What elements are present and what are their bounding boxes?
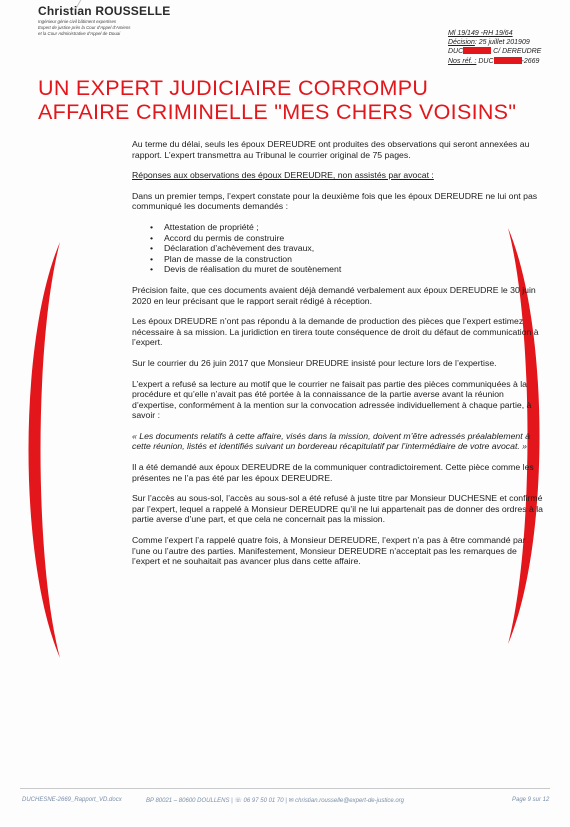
banner-line: UN EXPERT JUDICIAIRE CORROMPU: [38, 76, 429, 100]
paragraph: Sur le courrier du 26 juin 2017 que Monsieur DREUDRE insisté pour lecture lors de l’expertise.: [132, 357, 497, 368]
paragraph: Sur l’accès au sous-sol, l’accès au sous-sol a été refusé à juste titre par Monsieur DUCHESNE et confirmé par l’expert, lequel a rappelé à Monsieur DEREUDRE qu’il ne lui appartenait pas de donner des ordres à la partie averse d’une part, et que cela ne concernait pas la mission.: [132, 493, 543, 525]
expert-titles: [38, 19, 268, 37]
section-heading: Réponses aux observations des époux DEREUDRE, non assistés par avocat :: [132, 170, 434, 181]
letterhead: [38, 4, 268, 37]
report-body: [132, 139, 544, 577]
left-red-parenthesis: [10, 240, 80, 660]
expert-title-line: Expert de justice près la Cour d'Appel d'Amiens: [38, 25, 131, 30]
expert-title-line: Ingénieur génie civil bâtiment expertises: [38, 19, 117, 24]
decision-label: Décision: [448, 38, 475, 46]
decision-line: [448, 39, 541, 48]
paragraph: Au terme du délai, seuls les époux DEREUDRE ont produites des observations qui seront annexées au rapport. L’expert transmettra au Tribunal le courrier original de 75 pages.: [132, 139, 530, 160]
quoted-convocation: « Les documents relatifs à cette affaire, visés dans la mission, doivent m’être adressés préalablement à cette réunion, listés et identifiés suivant un bordereau récapitulatif par l’intermédiaire de votre avocat. »: [132, 430, 530, 452]
redaction-mark: [494, 57, 522, 64]
our-reference-line: [448, 57, 541, 67]
parties-prefix: DUC: [448, 48, 464, 56]
list-item: • Devis de réalisation du muret de soutènement: [150, 264, 544, 275]
paragraph: Il a été demandé aux époux DEREUDRE de la communiquer contradictoirement. Cette pièce comme les présentes ne l’a pas été par les époux DEREUDRE.: [132, 462, 534, 483]
our-reference-prefix: DUC: [478, 57, 494, 65]
our-reference-suffix: -2669: [521, 57, 540, 65]
red-banner-title: [38, 76, 516, 124]
list-item: • Plan de masse de la construction: [150, 254, 544, 265]
footer-filename: DUCHESNE-2669_Rapport_VD.docx: [22, 797, 122, 803]
list-item: • Attestation de propriété ;: [150, 222, 544, 233]
banner-line: AFFAIRE CRIMINELLE "MES CHERS VOISINS": [38, 100, 517, 124]
page-number: Page 9 sur 12: [512, 797, 550, 803]
expert-name: Christian ROUSSELLE: [38, 4, 171, 18]
case-reference: [448, 30, 541, 66]
footer-divider: [20, 788, 550, 789]
paragraph: Les époux DREUDRE n’ont pas répondu à la demande de production des pièces que l’expert estimez nécessaire à sa mission. La juridiction en tirera toute conséquence de droit du défaut de communication à l’expert.: [132, 316, 539, 348]
redaction-mark: [463, 47, 491, 54]
our-reference-label: Nos réf. :: [448, 57, 477, 65]
paragraph: Dans un premier temps, l’expert constate pour la deuxième fois que les époux DEREUDRE ne lui ont pas communiqué les documents demandés :: [132, 190, 538, 212]
footer-contact: BP 80021 – 80600 DOULLENS | ☏ 06 97 50 01 70 | ✉ christian.rousselle@expert-de-justice.org: [146, 798, 404, 804]
decision-value: : 25 juillet 201909: [474, 38, 530, 46]
paragraph: Précision faite, que ces documents avaient déjà demandé verbalement aux époux DEREUDRE le 30 juin 2020 en leur précisant que le rapport serait rédigé à réception.: [132, 284, 536, 306]
paragraph: Comme l’expert l’a rappelé quatre fois, à Monsieur DEREUDRE, l’expert n’a pas à être commandé par l’une ou l’autre des parties. Manifestement, Monsieur DEREUDRE n’acceptait pas les remarques de l’expert et ne souhaitait pas avancer plus dans cette affaire.: [132, 535, 526, 567]
paragraph: L’expert a refusé sa lecture au motif que le courrier ne faisait pas partie des pièces communiquées à la procédure et qu’elle n’avait pas été portée à la connaissance de la partie averse avant la réunion d’expertise, conformément à la mention sur la convocation adressée individuellement à chaque partie, à savoir :: [132, 378, 532, 421]
missing-documents-list: [132, 222, 544, 275]
list-item: • Déclaration d’achèvement des travaux,: [150, 243, 544, 254]
letterhead-tab-decoration: [36, 0, 82, 8]
list-item: • Accord du permis de construire: [150, 233, 544, 244]
reference-line: Ml 19/149 -RH 19/64: [448, 30, 513, 37]
expert-title-line: et la Cour Administrative d'Appel de Douai: [38, 31, 121, 36]
parties-line: [448, 47, 541, 57]
parties-suffix: C/ DEREUDRE: [493, 48, 542, 56]
